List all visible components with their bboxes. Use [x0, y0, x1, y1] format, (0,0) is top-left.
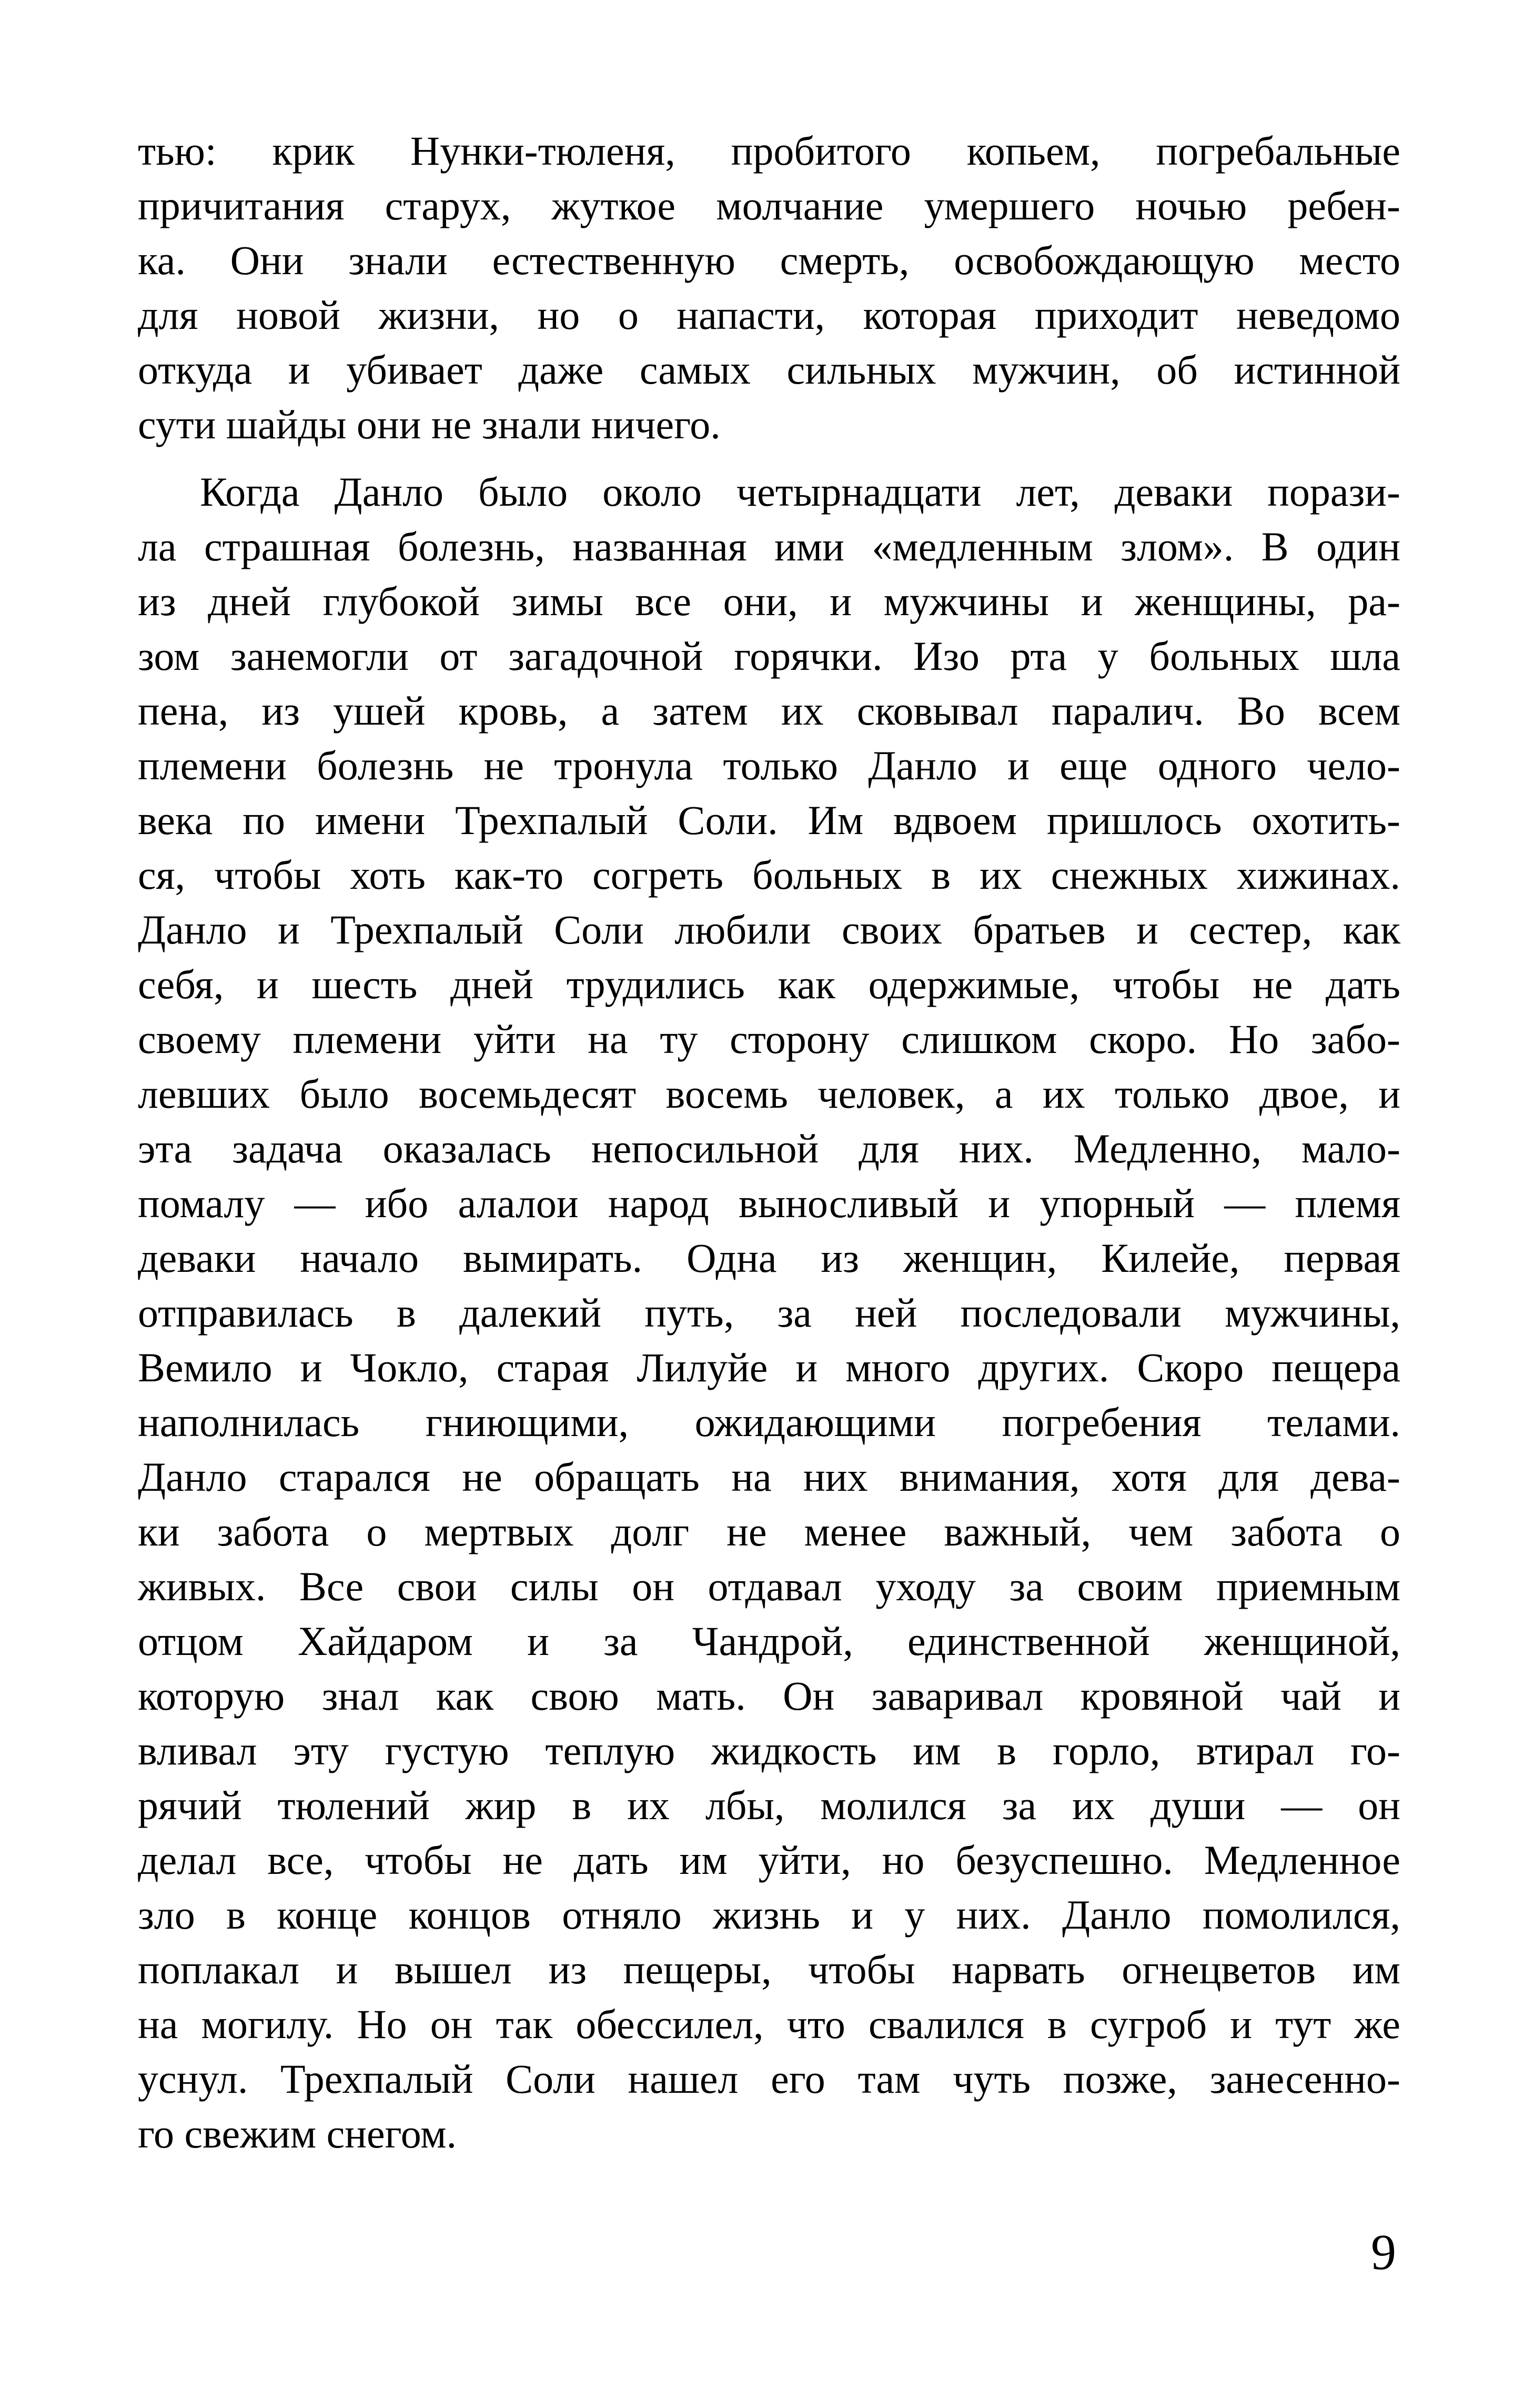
text-line: зло в конце концов отняло жизнь и у них. Данло помолился, — [138, 1892, 1400, 1938]
text-line: Данло старался не обращать на них внимания, хотя для дева- — [138, 1454, 1400, 1500]
text-line: наполнилась гниющими, ожидающими погребения телами. — [138, 1399, 1400, 1445]
text-line: Данло и Трехпалый Соли любили своих братьев и сестер, как — [138, 907, 1400, 952]
paragraph-gap — [138, 452, 1400, 465]
text-line: племени болезнь не тронула только Данло и еще одного чело- — [138, 743, 1400, 788]
text-line: ка. Они знали естественную смерть, освобождающую место — [138, 237, 1400, 283]
text-line: отправилась в далекий путь, за ней последовали мужчины, — [138, 1290, 1400, 1336]
text-line: Вемило и Чокло, старая Лилуйе и много других. Скоро пещера — [138, 1345, 1400, 1390]
body-text — [138, 124, 1400, 2161]
text-line: помалу — ибо алалои народ выносливый и упорный — племя — [138, 1180, 1400, 1226]
text-line: ся, чтобы хоть как-то согреть больных в их снежных хижинах. — [138, 852, 1400, 898]
text-line: для новой жизни, но о напасти, которая приходит неведомо — [138, 292, 1400, 338]
paragraph-1 — [138, 124, 1400, 452]
text-line: поплакал и вышел из пещеры, чтобы нарвать огнецветов им — [138, 1947, 1400, 1992]
text-line: пена, из ушей кровь, а затем их сковывал паралич. Во всем — [138, 688, 1400, 734]
text-line: тью: крик Нунки-тюленя, пробитого копьем, погребальные — [138, 128, 1400, 174]
paragraph-2 — [138, 465, 1400, 2161]
text-line: уснул. Трехпалый Соли нашел его там чуть позже, занесенно- — [138, 2056, 1400, 2102]
text-line: откуда и убивает даже самых сильных мужчин, об истинной — [138, 347, 1400, 393]
text-line: зом занемогли от загадочной горячки. Изо рта у больных шла — [138, 633, 1400, 679]
text-line: причитания старух, жуткое молчание умершего ночью ребен- — [138, 183, 1400, 228]
text-line: ла страшная болезнь, названная ими «медленным злом». В один — [138, 524, 1400, 569]
text-line: на могилу. Но он так обессилел, что свалился в сугроб и тут же — [138, 2001, 1400, 2047]
text-line: ки забота о мертвых долг не менее важный, чем забота о — [138, 1509, 1400, 1554]
text-line: эта задача оказалась непосильной для них. Медленно, мало- — [138, 1126, 1400, 1171]
text-line: из дней глубокой зимы все они, и мужчины и женщины, ра- — [138, 578, 1400, 624]
text-line: Когда Данло было около четырнадцати лет, деваки порази- — [200, 469, 1400, 515]
text-line: рячий тюлений жир в их лбы, молился за их души — он — [138, 1782, 1400, 1828]
page-number: 9 — [1371, 2224, 1396, 2280]
text-line: которую знал как свою мать. Он заваривал кровяной чай и — [138, 1673, 1400, 1719]
text-line: деваки начало вымирать. Одна из женщин, Килейе, первая — [138, 1235, 1400, 1281]
text-line: сути шайды они не знали ничего. — [138, 402, 721, 447]
text-line: живых. Все свои силы он отдавал уходу за своим приемным — [138, 1563, 1400, 1609]
text-line: отцом Хайдаром и за Чандрой, единственной женщиной, — [138, 1618, 1400, 1664]
text-line: го свежим снегом. — [138, 2111, 457, 2156]
text-line: себя, и шесть дней трудились как одержимые, чтобы не дать — [138, 961, 1400, 1007]
text-line: вливал эту густую теплую жидкость им в горло, втирал го- — [138, 1728, 1400, 1773]
text-line: века по имени Трехпалый Соли. Им вдвоем пришлось охотить- — [138, 797, 1400, 843]
text-line: своему племени уйти на ту сторону слишком скоро. Но забо- — [138, 1016, 1400, 1062]
text-line: левших было восемьдесят восемь человек, а их только двое, и — [138, 1071, 1400, 1117]
text-line: делал все, чтобы не дать им уйти, но безуспешно. Медленное — [138, 1837, 1400, 1883]
